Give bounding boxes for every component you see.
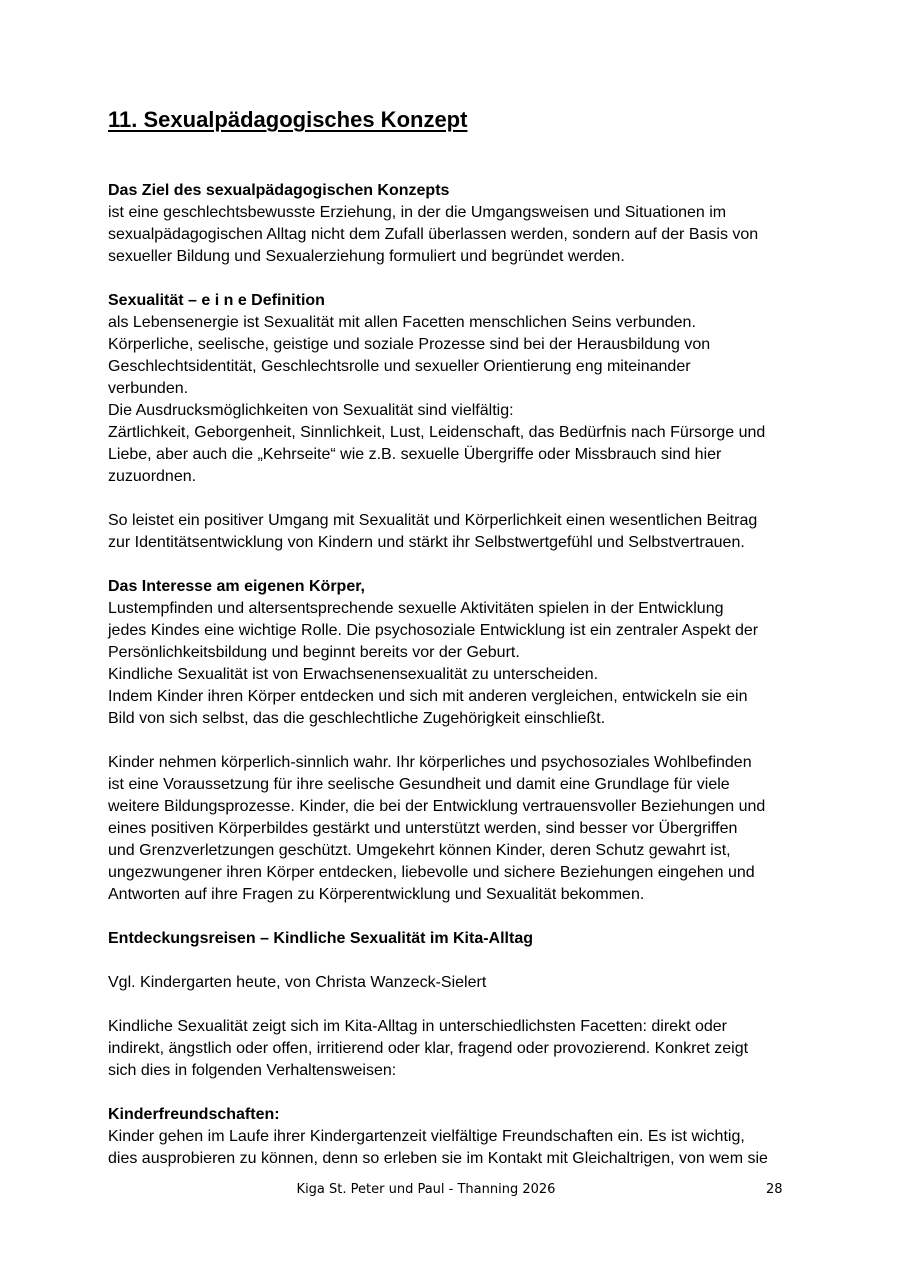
paragraph-line: Vgl. Kindergarten heute, von Christa Wanzeck-Sielert	[108, 974, 487, 991]
footer-text: Kiga St. Peter und Paul - Thanning 2026	[296, 1182, 556, 1197]
paragraph-line: Lustempfinden und altersentsprechende sexuelle Aktivitäten spielen in der Entwicklung	[108, 600, 724, 617]
paragraph-line: dies ausprobieren zu können, denn so erleben sie im Kontakt mit Gleichaltrigen, von wem sie	[108, 1150, 768, 1167]
section	[108, 1016, 798, 1082]
paragraph-line: ungezwungener ihren Körper entdecken, liebevolle und sichere Beziehungen eingehen und	[108, 864, 755, 881]
paragraph-line: sich dies in folgenden Verhaltensweisen:	[108, 1062, 397, 1079]
paragraph-line: Kindliche Sexualität zeigt sich im Kita-Alltag in unterschiedlichsten Facetten: direkt oder	[108, 1018, 727, 1035]
section	[108, 972, 798, 994]
paragraph-line: zur Identitätsentwicklung von Kindern und stärkt ihr Selbstwertgefühl und Selbstvertrauen.	[108, 534, 745, 551]
section	[108, 180, 798, 268]
paragraph-line: So leistet ein positiver Umgang mit Sexualität und Körperlichkeit einen wesentlichen Beitrag	[108, 512, 758, 529]
paragraph-line: Kinder gehen im Laufe ihrer Kindergartenzeit vielfältige Freundschaften ein. Es ist wichtig,	[108, 1128, 745, 1145]
section	[108, 290, 798, 488]
section	[108, 752, 798, 906]
paragraph-line: sexueller Bildung und Sexualerziehung formuliert und begründet werden.	[108, 248, 625, 265]
paragraph-line: Zärtlichkeit, Geborgenheit, Sinnlichkeit, Lust, Leidenschaft, das Bedürfnis nach Fürsorge und	[108, 424, 766, 441]
paragraph-line: verbunden.	[108, 380, 189, 397]
paragraph-line: zuzuordnen.	[108, 468, 197, 485]
paragraph-line: Liebe, aber auch die „Kehrseite“ wie z.B. sexuelle Übergriffe oder Missbrauch sind hier	[108, 446, 722, 463]
paragraph-line: als Lebensenergie ist Sexualität mit allen Facetten menschlichen Seins verbunden.	[108, 314, 696, 331]
section	[108, 510, 798, 554]
paragraph-line: sexualpädagogischen Alltag nicht dem Zufall überlassen werden, sondern auf der Basis von	[108, 226, 759, 243]
paragraph-line: Persönlichkeitsbildung und beginnt bereits vor der Geburt.	[108, 644, 520, 661]
paragraph-line: Kinder nehmen körperlich-sinnlich wahr. Ihr körperliches und psychosoziales Wohlbefinden	[108, 754, 752, 771]
paragraph-line: Körperliche, seelische, geistige und soziale Prozesse sind bei der Herausbildung von	[108, 336, 711, 353]
page-title: 11. Sexualpädagogisches Konzept	[108, 107, 468, 132]
section	[108, 576, 798, 730]
section-heading: Entdeckungsreisen – Kindliche Sexualität im Kita-Alltag	[108, 930, 533, 947]
page-number: 28	[766, 1182, 783, 1197]
paragraph-line: ist eine Voraussetzung für ihre seelische Gesundheit und damit eine Grundlage für viele	[108, 776, 730, 793]
paragraph-line: weitere Bildungsprozesse. Kinder, die bei der Entwicklung vertrauensvoller Beziehungen und	[108, 798, 766, 815]
paragraph-line: ist eine geschlechtsbewusste Erziehung, in der die Umgangsweisen und Situationen im	[108, 204, 727, 221]
page-content	[108, 105, 798, 1192]
section-heading: Sexualität – e i n e Definition	[108, 292, 325, 309]
paragraph-line: eines positiven Körperbildes gestärkt und unterstützt werden, sind besser vor Übergriffen	[108, 820, 738, 837]
section-heading: Kinderfreundschaften:	[108, 1106, 280, 1123]
sections-container	[108, 180, 798, 1170]
section-heading: Das Interesse am eigenen Körper,	[108, 578, 365, 595]
paragraph-line: Indem Kinder ihren Körper entdecken und sich mit anderen vergleichen, entwickeln sie ein	[108, 688, 748, 705]
paragraph-line: Die Ausdrucksmöglichkeiten von Sexualität sind vielfältig:	[108, 402, 514, 419]
paragraph-line: Geschlechtsidentität, Geschlechtsrolle und sexueller Orientierung eng miteinander	[108, 358, 691, 375]
section	[108, 928, 798, 950]
paragraph-line: jedes Kindes eine wichtige Rolle. Die psychosoziale Entwicklung ist ein zentraler Aspekt der	[108, 622, 759, 639]
paragraph-line: indirekt, ängstlich oder offen, irritierend oder klar, fragend oder provozierend. Konkret zeigt	[108, 1040, 749, 1057]
section	[108, 1104, 798, 1170]
paragraph-line: Bild von sich selbst, das die geschlechtliche Zugehörigkeit einschließt.	[108, 710, 606, 727]
section-heading: Das Ziel des sexualpädagogischen Konzepts	[108, 182, 450, 199]
paragraph-line: und Grenzverletzungen geschützt. Umgekehrt können Kinder, deren Schutz gewahrt ist,	[108, 842, 731, 859]
paragraph-line: Kindliche Sexualität ist von Erwachsenensexualität zu unterscheiden.	[108, 666, 599, 683]
paragraph-line: Antworten auf ihre Fragen zu Körperentwicklung und Sexualität bekommen.	[108, 886, 645, 903]
